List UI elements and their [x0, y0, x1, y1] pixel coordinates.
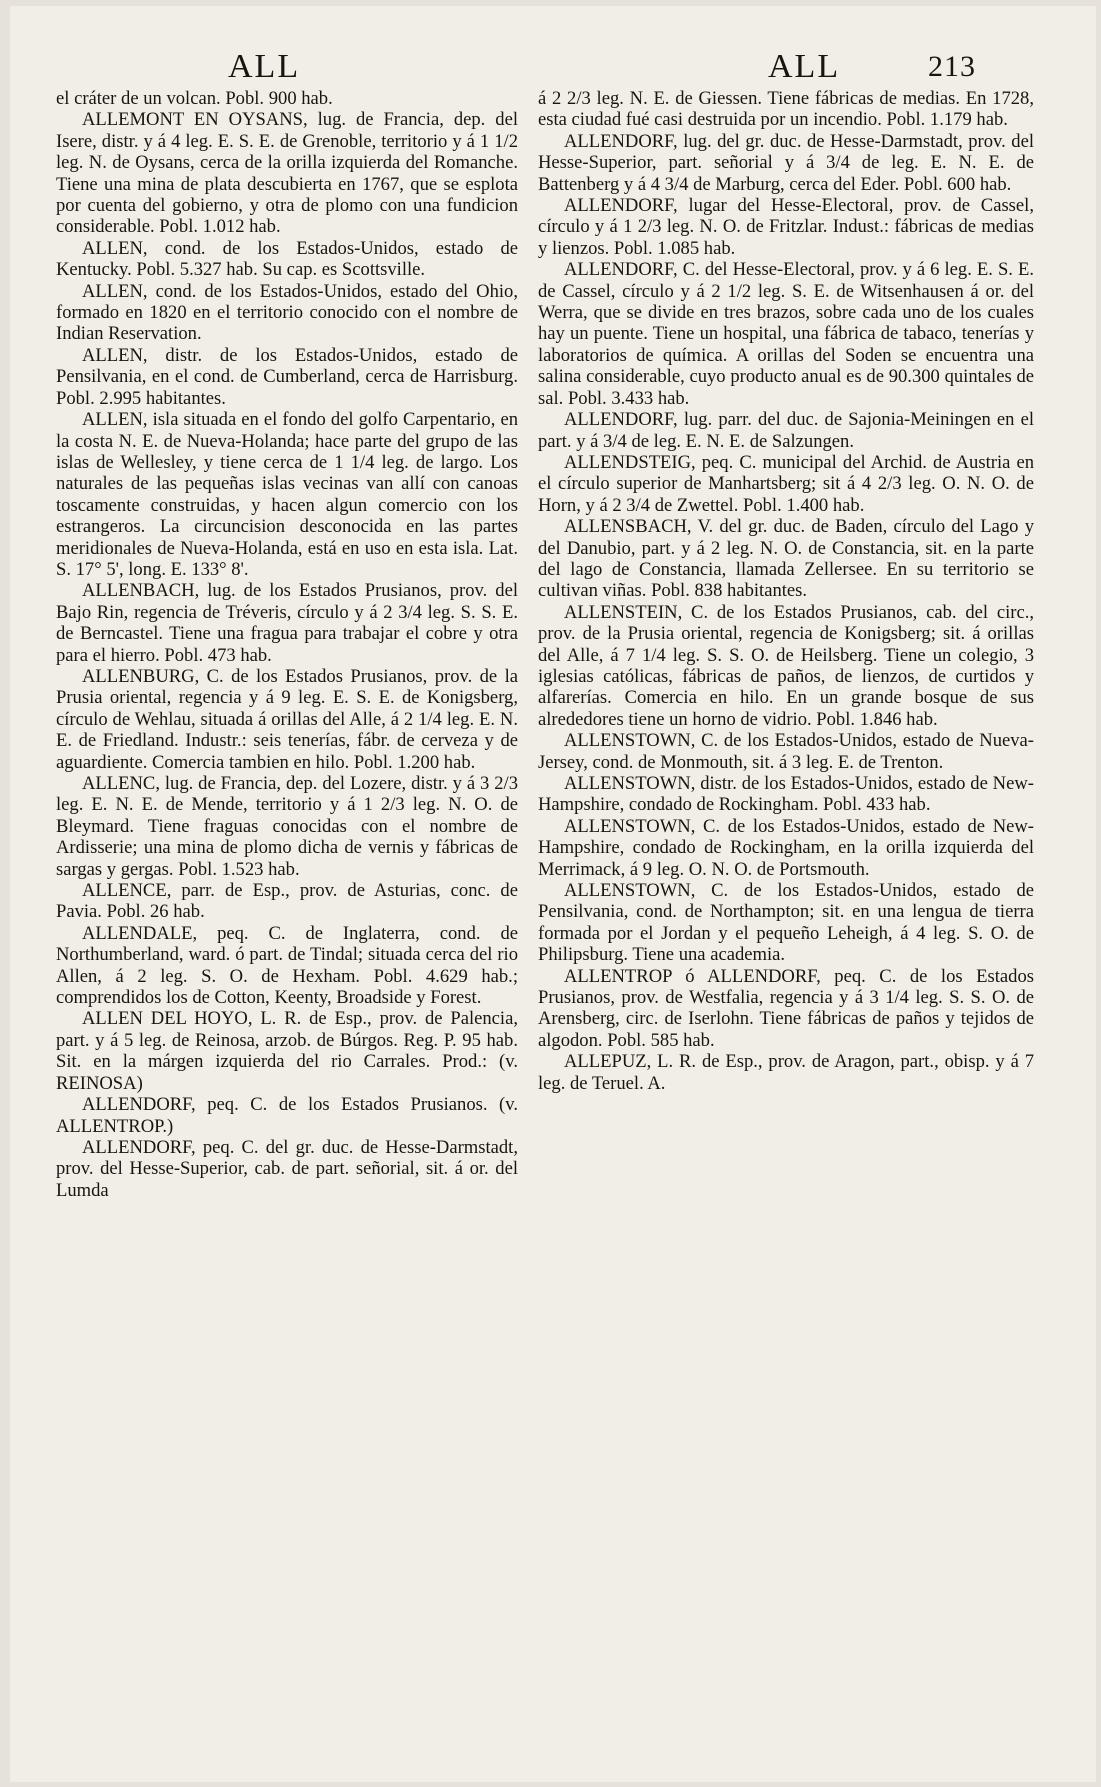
entry-paragraph: ALLENTROP ó ALLENDORF, peq. C. de los Estados Prusianos, prov. de Westfalia, regencia y á 3 1/4 leg. S. S. O. de Arensberg, circ. de Iserlohn. Tiene fábricas de paños y tejidos de algodon. Pobl. 585 hab. — [538, 965, 1034, 1051]
entry-paragraph: ALLENSBACH, V. del gr. duc. de Baden, círculo del Lago y del Danubio, part. y á 2 leg. N. O. de Constancia, sit. en la parte del lago de Constancia, llamada Zellersee. En su territorio se cultivan viñas. Pobl. 838 habitantes. — [538, 516, 1034, 602]
entry-paragraph: ALLENDORF, peq. C. de los Estados Prusianos. (v. ALLENTROP.) — [56, 1094, 518, 1137]
entry-paragraph: ALLENDSTEIG, peq. C. municipal del Archid. de Austria en el círculo superior de Manhartsberg; sit á 4 2/3 leg. O. N. O. de Horn, y á 2 3/4 de Zwettel. Pobl. 1.400 hab. — [538, 451, 1034, 516]
entry-paragraph: ALLENBACH, lug. de los Estados Prusianos, prov. del Bajo Rin, regencia de Tréveris, círculo y á 2 3/4 leg. S. S. E. de Berncastel. Tiene una fragua para trabajar el cobre y otra para el hierro. Pobl. 473 hab. — [56, 580, 518, 666]
entry-paragraph: ALLENSTOWN, C. de los Estados-Unidos, estado de Pensilvania, cond. de Northampton; sit. en una lengua de tierra formada por el Jordan y el pequeño Leheigh, á 4 leg. S. O. de Philipsburg. Tiene una academia. — [538, 880, 1034, 966]
entry-paragraph: ALLENDORF, lugar del Hesse-Electoral, prov. de Cassel, círculo y á 1 2/3 leg. N. O. de Fritzlar. Indust.: fábricas de medias y lienzos. Pobl. 1.085 hab. — [538, 195, 1034, 259]
entry-paragraph: ALLENBURG, C. de los Estados Prusianos, prov. de la Prusia oriental, regencia y á 9 leg. E. S. E. de Konigsberg, círculo de Wehlau, situada á orillas del Alle, á 2 1/4 leg. E. N. E. de Friedland. Industr.: seis tenerías, fábr. de cerveza y de aguardiente. Comercia tambien en hilo. Pobl. 1.200 hab. — [56, 665, 518, 773]
entry-paragraph: ALLEN DEL HOYO, L. R. de Esp., prov. de Palencia, part. y á 5 leg. de Reinosa, arzob. de Búrgos. Reg. P. 95 hab. Sit. en la márgen izquierda del rio Carrales. Prod.: (v. REINOSA) — [56, 1008, 518, 1094]
entry-paragraph: ALLENCE, parr. de Esp., prov. de Asturias, conc. de Pavia. Pobl. 26 hab. — [56, 880, 518, 923]
entry-paragraph: ALLENDORF, lug. parr. del duc. de Sajonia-Meiningen en el part. y á 3/4 de leg. E. N. E. de Salzungen. — [538, 409, 1034, 452]
left-column — [56, 88, 518, 1201]
right-running-head: ALL — [768, 48, 841, 85]
running-header — [10, 48, 1096, 88]
entry-paragraph: ALLEN, cond. de los Estados-Unidos, estado de Kentucky. Pobl. 5.327 hab. Su cap. es Scottsville. — [56, 237, 518, 281]
entry-paragraph: ALLENDALE, peq. C. de Inglaterra, cond. de Northumberland, ward. ó part. de Tindal; situada cerca del rio Allen, á 2 leg. S. O. de Hexham. Pobl. 4.629 hab.; comprendidos los de Cotton, Keenty, Broadside y Forest. — [56, 922, 518, 1009]
dictionary-page — [10, 6, 1096, 1782]
right-column — [538, 88, 1034, 1094]
entry-paragraph: ALLENDORF, C. del Hesse-Electoral, prov. y á 6 leg. E. S. E. de Cassel, círculo y á 2 1/2 leg. S. E. de Witsenhausen á or. del Werra, que se divide en tres brazos, sobre cada uno de los cuales hay un puente. Tiene un hospital, una fábrica de tabaco, tenerías y laboratorios de química. A orillas del Soden se encuentra una salina considerable, cuyo producto anual es de 90.300 quintales de sal. Pobl. 3.433 hab. — [538, 259, 1034, 409]
entry-paragraph: ALLENSTOWN, distr. de los Estados-Unidos, estado de New-Hampshire, condado de Rockingham. Pobl. 433 hab. — [538, 773, 1034, 816]
entry-paragraph: ALLEN, isla situada en el fondo del golfo Carpentario, en la costa N. E. de Nueva-Holanda; hace parte del grupo de las islas de Wellesley, y tiene cerca de 1 1/4 leg. de largo. Los naturales de las pequeñas islas vecinas van allí con canoas toscamente construidas, y hacen algun comercio con los estrangeros. La circuncision desconocida en las partes meridionales de Nueva-Holanda, está en uso en esta isla. Lat. S. 17° 5', long. E. 133° 8'. — [56, 409, 518, 580]
entry-paragraph: el cráter de un volcan. Pobl. 900 hab. — [56, 88, 333, 109]
entry-paragraph: á 2 2/3 leg. N. E. de Giessen. Tiene fábricas de medias. En 1728, esta ciudad fué casi destruida por un incendio. Pobl. 1.179 hab. — [538, 88, 1034, 131]
entry-paragraph: ALLENDORF, lug. del gr. duc. de Hesse-Darmstadt, prov. del Hesse-Superior, part. señorial y á 3/4 de leg. E. N. E. de Battenberg y á 4 3/4 de Marburg, cerca del Eder. Pobl. 600 hab. — [538, 130, 1034, 195]
page-number: 213 — [928, 50, 976, 83]
entry-paragraph: ALLEN, cond. de los Estados-Unidos, estado del Ohio, formado en 1820 en el territorio conocido con el nombre de Indian Reservation. — [56, 280, 518, 345]
entry-paragraph: ALLENSTOWN, C. de los Estados-Unidos, estado de Nueva-Jersey, cond. de Monmouth, sit. á 3 leg. E. de Trenton. — [538, 730, 1034, 773]
entry-paragraph: ALLEPUZ, L. R. de Esp., prov. de Aragon, part., obisp. y á 7 leg. de Teruel. A. — [538, 1051, 1034, 1094]
entry-paragraph: ALLENDORF, peq. C. del gr. duc. de Hesse-Darmstadt, prov. del Hesse-Superior, cab. de part. señorial, sit. á or. del Lumda — [56, 1136, 518, 1201]
entry-paragraph: ALLEN, distr. de los Estados-Unidos, estado de Pensilvania, en el cond. de Cumberland, cerca de Harrisburg. Pobl. 2.995 habitantes. — [56, 344, 518, 409]
left-running-head: ALL — [228, 48, 301, 85]
entry-paragraph: ALLENC, lug. de Francia, dep. del Lozere, distr. y á 3 2/3 leg. E. N. E. de Mende, territorio y á 1 2/3 leg. N. O. de Bleymard. Tiene fraguas conocidas con el nombre de Ardisserie; una mina de plomo dicha de vernis y fábricas de sargas y gergas. Pobl. 1.523 hab. — [56, 773, 518, 880]
entry-paragraph: ALLEMONT EN OYSANS, lug. de Francia, dep. del Isere, distr. y á 4 leg. E. S. E. de Grenoble, territorio y á 1 1/2 leg. N. de Oysans, cerca de la orilla izquierda del Romanche. Tiene una mina de plata descubierta en 1767, que se esplota por cuenta del gobierno, y otra de plomo con una fundicion considerable. Pobl. 1.012 hab. — [56, 109, 518, 238]
entry-paragraph: ALLENSTEIN, C. de los Estados Prusianos, cab. del circ., prov. de la Prusia oriental, regencia de Konigsberg; sit. á orillas del Alle, á 7 1/4 leg. S. S. O. de Heilsberg. Tiene un colegio, 3 iglesias católicas, fábricas de paños, de lienzos, de curtidos y alfarerías. Comercia en hilo. En un grande bosque de sus alrededores tiene un horno de vidrio. Pobl. 1.846 hab. — [538, 601, 1034, 730]
entry-paragraph: ALLENSTOWN, C. de los Estados-Unidos, estado de New-Hampshire, condado de Rockingham, en la orilla izquierda del Merrimack, á 9 leg. O. N. O. de Portsmouth. — [538, 815, 1034, 880]
